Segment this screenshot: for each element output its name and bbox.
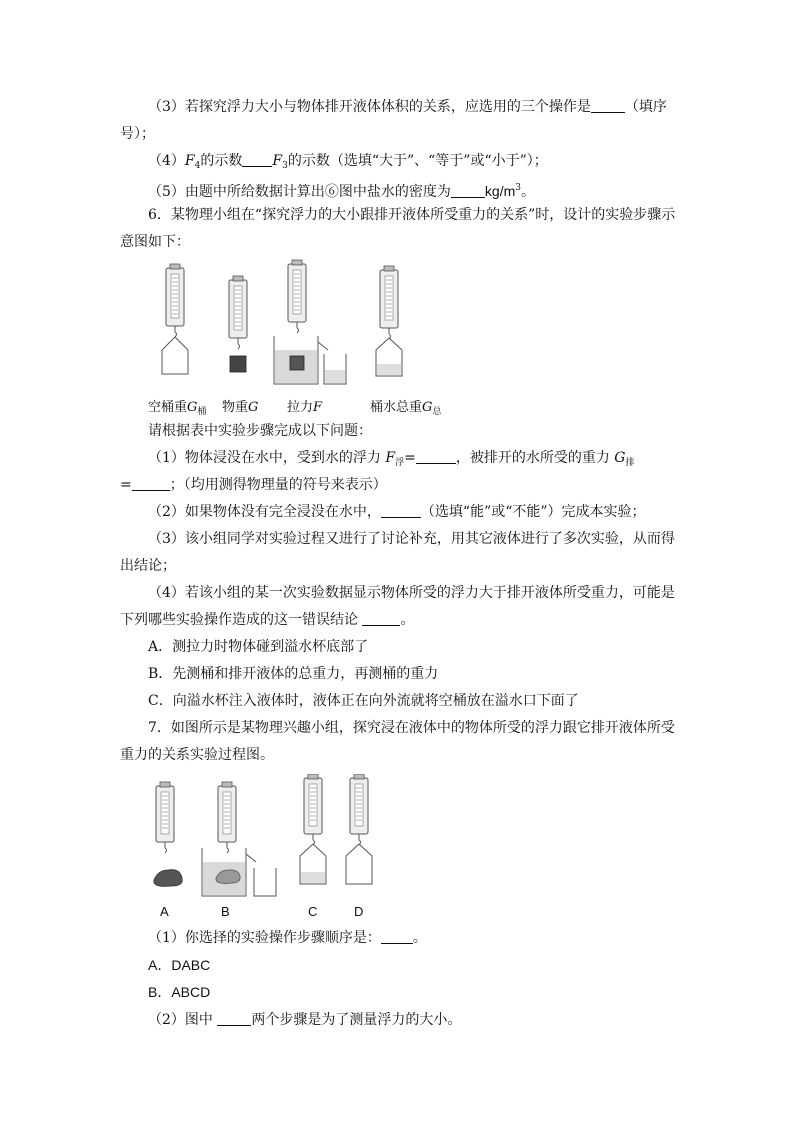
answer-blank[interactable] — [416, 449, 456, 464]
q6-part4-line2: 下列哪些实验操作造成的这一错误结论 。 — [120, 612, 415, 628]
q5-part5: （5）由题中所给数据计算出⑥图中盐水的密度为 $kg/m^3$。 — [148, 183, 535, 200]
caption-pull-force: 拉力F — [287, 400, 323, 415]
spring-scale-icon — [218, 782, 236, 853]
q6-part1-line1: （1）物体浸没在水中，受到水的浮力 $F_浮=$ ，被排开的水所受的重力 $G_排$ — [148, 450, 635, 468]
spring-scale-icon — [350, 774, 368, 845]
q6-option-a: A．测拉力时物体碰到溢水杯底部了 — [148, 639, 369, 655]
spring-scale-icon — [288, 260, 306, 333]
q7-stem-line2: 重力的关系实验过程图。 — [120, 747, 274, 763]
q6-option-b: B．先测桶和排开液体的总重力，再测桶的重力 — [148, 666, 439, 682]
q6-stem-line1: 6．某物理小组在“探究浮力的大小跟排开液体所受重力的关系”时，设计的实验步骤示 — [148, 207, 676, 223]
answer-blank[interactable] — [362, 611, 400, 626]
answer-blank[interactable] — [381, 929, 413, 944]
q6-part3-line1: （3）该小组同学对实验过程又进行了讨论补充，用其它液体进行了多次实验，从而得 — [148, 531, 675, 547]
q6-part2: （2）如果物体没有完全浸没在水中， （选填“能”或“不能”）完成本实验； — [148, 504, 646, 520]
label-a: A — [160, 904, 169, 919]
answer-blank[interactable] — [242, 152, 272, 167]
answer-blank[interactable] — [591, 98, 625, 113]
q7-part1: （1）你选择的实验操作步骤顺序是： 。 — [148, 930, 427, 946]
q5-part3-line2: 号）； — [120, 126, 155, 142]
q7-part2: （2）图中 两个步骤是为了测量浮力的大小。 — [148, 1012, 462, 1028]
q6-part1-line2: = ；（均用测得物理量的符号来表示） — [120, 477, 387, 493]
q7-option-a: A．DABC — [148, 957, 211, 973]
spring-scale-icon — [156, 782, 174, 853]
q5-part4: $(4)F_4$的示数 $F_3$的示数（选填“大于”、“等于”或“小于”）； — [148, 153, 548, 171]
caption-total-weight: 桶水总重$G_总$ — [370, 400, 442, 417]
q6-apparatus-figure — [140, 258, 460, 390]
spring-scale-icon — [166, 264, 184, 337]
q7-stem-line1: 7．如图所示是某物理兴趣小组，探究浸在液体中的物体所受的浮力跟它排开液体所受 — [148, 720, 675, 736]
object-block-icon — [230, 356, 246, 372]
label-d: D — [354, 904, 364, 919]
label-b: B — [221, 904, 230, 919]
spring-scale-icon — [229, 276, 247, 349]
q7-option-b: B．ABCD — [148, 984, 211, 1000]
answer-blank[interactable] — [451, 183, 485, 198]
q6-intro: 请根据表中实验步骤完成以下问题： — [148, 423, 372, 439]
answer-blank[interactable] — [381, 503, 421, 518]
q6-part4-line1: （4）若该小组的某一次实验数据显示物体所受的浮力大于排开液体所受重力，可能是 — [148, 585, 675, 601]
spring-scale-icon — [304, 774, 322, 845]
q7-apparatus-figure — [140, 774, 380, 902]
caption-empty-bucket: 空桶重$G_桶$ — [148, 400, 207, 417]
q5-part3-line1: （3）若探究浮力大小与物体排开液体体积的关系，应选用的三个操作是 （填序 — [148, 99, 667, 115]
label-c: C — [308, 904, 318, 919]
answer-blank[interactable] — [132, 476, 170, 491]
q6-stem-line2: 意图如下： — [120, 234, 190, 250]
rock-icon — [154, 870, 182, 887]
q6-option-c: C．向溢水杯注入液体时，液体正在向外流就将空桶放在溢水口下面了 — [148, 693, 579, 709]
spring-scale-icon — [380, 266, 398, 339]
answer-blank[interactable] — [217, 1011, 251, 1026]
caption-object-weight: 物重G — [222, 400, 259, 415]
q6-part3-line2: 出结论； — [120, 558, 176, 574]
